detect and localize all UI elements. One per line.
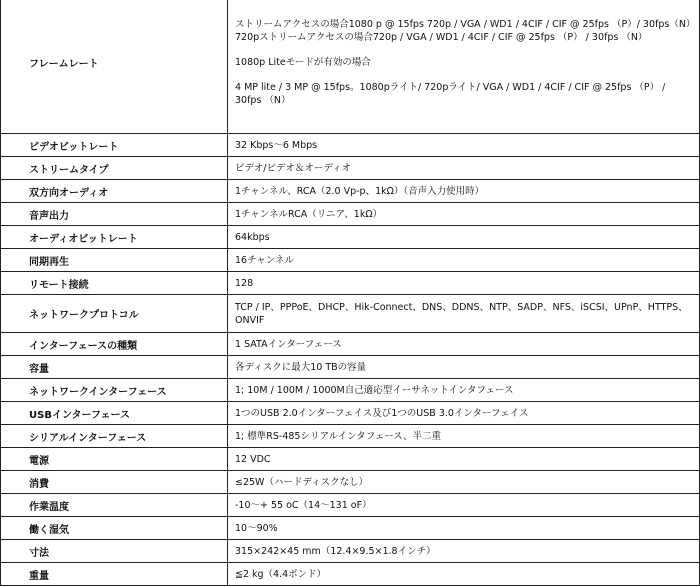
spec-row [1,471,700,494]
spec-value-cell [228,180,700,203]
spec-row [1,180,700,203]
paragraph-spacer [235,69,693,81]
spec-value: 16チャンネル [235,254,295,266]
spec-label: ネットワークインターフェース [1,379,228,402]
spec-value: ビデオ/ビデオ＆オーディオ [235,162,352,174]
spec-value: TCP / IP、PPPoE、DHCP、Hik-Connect、DNS、DDNS、NTP、SADP、NFS、iSCSI、UPnP、HTTPS、ONVIF [235,301,688,326]
spec-value-cell [228,134,700,157]
spec-row [1,157,700,180]
spec-value: -10〜+ 55 oC（14〜131 oF） [235,499,372,511]
spec-value-cell [228,517,700,540]
spec-value-cell [228,402,700,425]
spec-value: ストリームアクセスの場合1080 p @ 15fps 720p / VGA / WD1 / 4CIF / CIF @ 25fps （P）/ 30fps（N） [235,18,696,30]
spec-row [1,356,700,379]
spec-value: 1 SATAインターフェース [235,338,342,350]
spec-label: 働く湿気 [1,517,228,540]
spec-value-cell [228,563,700,586]
spec-row [1,425,700,448]
spec-value-cell [228,0,700,134]
spec-label: 重量 [1,563,228,586]
spec-row [1,295,700,333]
spec-label: インターフェースの種類 [1,333,228,356]
spec-value: 1; 標準RS-485シリアルインタフェース、半二重 [235,430,442,442]
spec-value-cell [228,448,700,471]
spec-label: リモート接続 [1,272,228,295]
spec-value-cell [228,471,700,494]
spec-label: 作業温度 [1,494,228,517]
spec-value-cell [228,272,700,295]
spec-row [1,448,700,471]
spec-label: 寸法 [1,540,228,563]
spec-label: USBインターフェース [1,402,228,425]
spec-label: フレームレート [1,0,228,134]
spec-label: ネットワークプロトコル [1,295,228,333]
spec-value: 各ディスクに最大10 TBの容量 [235,361,367,373]
spec-value-cell [228,540,700,563]
spec-value-cell [228,249,700,272]
spec-value-cell [228,157,700,180]
spec-value: 10〜90% [235,522,278,534]
spec-row [1,272,700,295]
spec-value: 64kbps [235,231,270,243]
paragraph-spacer [235,44,693,56]
spec-value: 1080p Liteモードが有効の場合 [235,56,371,68]
spec-label: シリアルインターフェース [1,425,228,448]
spec-value-cell [228,226,700,249]
spec-row [1,0,700,134]
spec-value-cell [228,295,700,333]
spec-value-cell [228,379,700,402]
spec-value: ≦2 kg（4.4ポンド） [235,568,327,580]
spec-label: 音声出力 [1,203,228,226]
spec-value: 4 MP lite / 3 MP @ 15fps。1080pライト/ 720pライト/ VGA / WD1 / 4CIF / CIF @ 25fps （P） / 30fps （N） [235,81,666,106]
spec-label: 容量 [1,356,228,379]
spec-label: 同期再生 [1,249,228,272]
spec-row [1,249,700,272]
spec-label: オーディオビットレート [1,226,228,249]
spec-row [1,333,700,356]
spec-row [1,540,700,563]
spec-value: 32 Kbps〜6 Mbps [235,139,318,151]
spec-label: 電源 [1,448,228,471]
spec-value: 1つのUSB 2.0インターフェイス及び1つのUSB 3.0インターフェイス [235,407,529,419]
spec-value: 128 [235,277,254,289]
spec-row [1,494,700,517]
spec-value-cell [228,356,700,379]
spec-value-cell [228,203,700,226]
spec-value: 315×242×45 mm（12.4×9.5×1.8インチ） [235,545,436,557]
spec-row [1,402,700,425]
spec-row [1,226,700,249]
spec-row [1,517,700,540]
spec-row [1,134,700,157]
spec-label: 消費 [1,471,228,494]
spec-row [1,203,700,226]
spec-value: 12 VDC [235,453,271,465]
spec-label: ストリームタイプ [1,157,228,180]
spec-row [1,563,700,586]
spec-value: 1チャンネルRCA（リニア、1kΩ） [235,208,383,220]
spec-value-cell [228,333,700,356]
spec-value: 1; 10M / 100M / 1000M自己適応型イーサネットインタフェース [235,384,514,396]
spec-value: ≤25W（ハードディスクなし） [235,476,369,488]
spec-value-cell [228,494,700,517]
spec-row [1,379,700,402]
spec-table-body [1,0,700,586]
spec-label: 双方向オーディオ [1,180,228,203]
spec-value-cell [228,425,700,448]
spec-value: 1チャンネル、RCA（2.0 Vp-p、1kΩ）（音声入力使用時） [235,185,485,197]
spec-label: ビデオビットレート [1,134,228,157]
spec-value: 720pストリームアクセスの場合720p / VGA / WD1 / 4CIF / CIF @ 25fps （P） / 30fps （N） [235,31,648,43]
